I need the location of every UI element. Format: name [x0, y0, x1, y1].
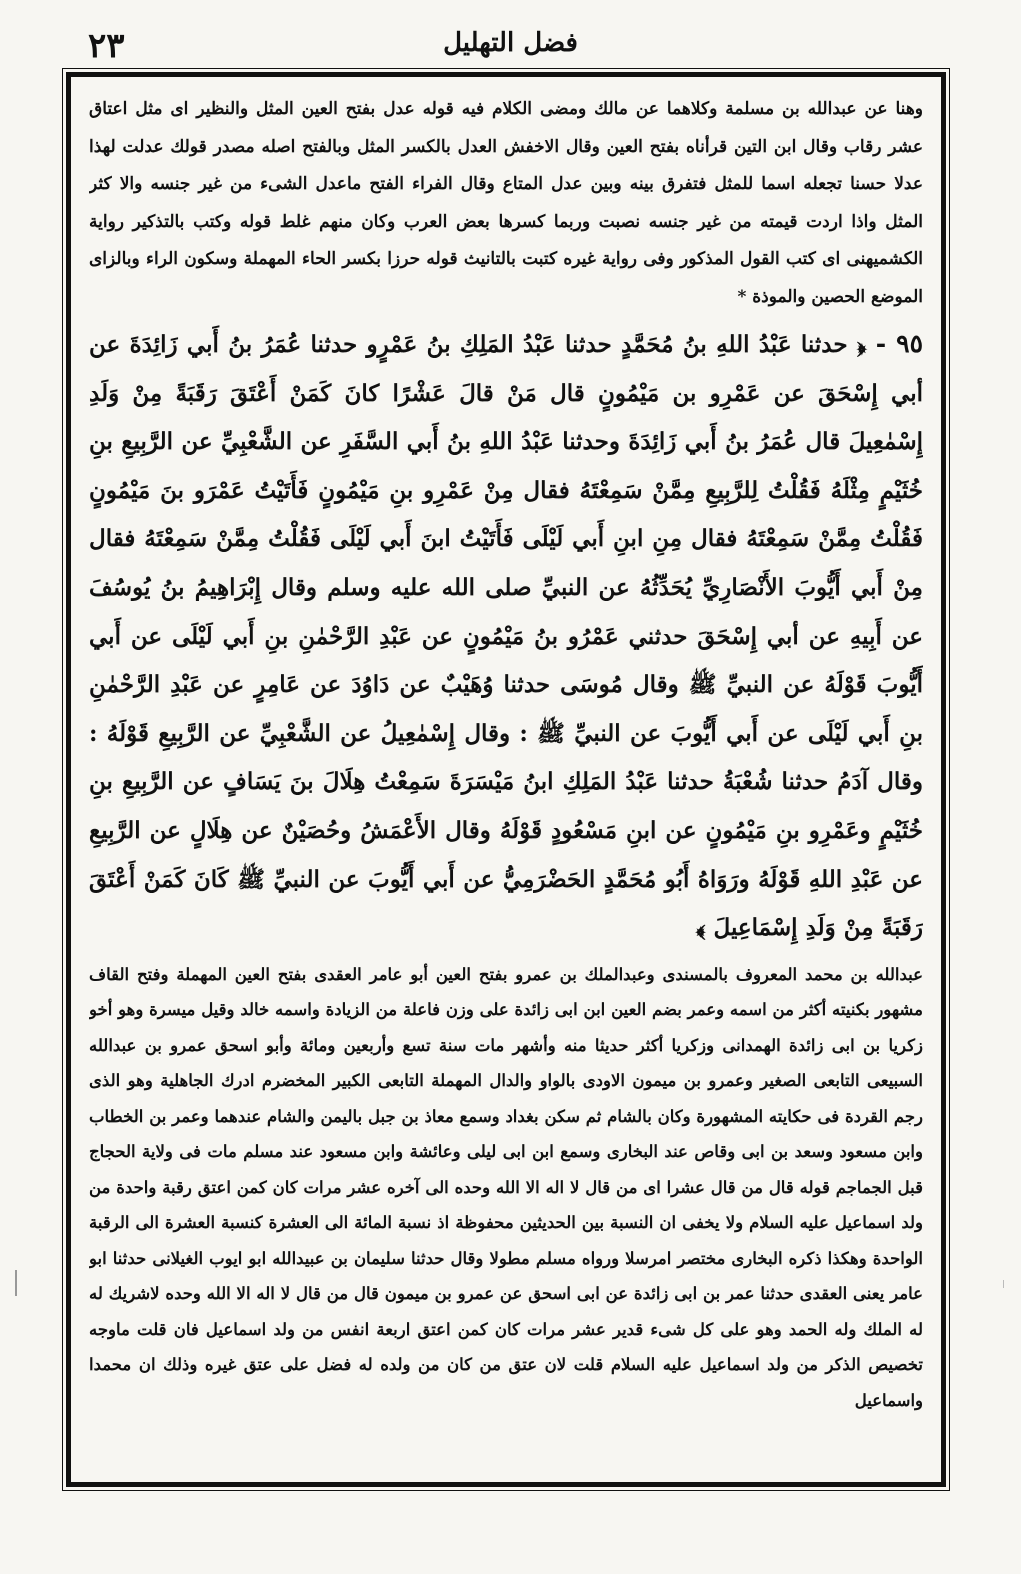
page-number: ٢٣: [88, 26, 125, 66]
scan-mark-left: [15, 1270, 17, 1296]
hadith-text: ﴿ حدثنا عَبْدُ اللهِ بنُ مُحَمَّدٍ حدثنا عَبْدُ المَلِكِ بنُ عَمْرٍو حدثنا عُمَرُ بنُ أَبي زَائِدَةَ عن أبي إِسْحَقَ عن عَمْرِو بن مَيْمُونٍ قال مَنْ قالَ عَشْرًا كانَ كَمَنْ أَعْتَقَ رَقَبَةً مِنْ وَلَدِ إِسْمٰعِيلَ قال عُمَرُ بنُ أَبي زَائِدَةَ وحدثنا عَبْدُ اللهِ بنُ أَبي السَّفَرِ عن الشَّعْبِيِّ عن الرَّبِيعِ بنِ خُثَيْمٍ مِثْلَهُ فَقُلْتُ لِلرَّبِيعِ مِمَّنْ سَمِعْتَهُ فقال مِنْ عَمْرِو بنِ مَيْمُونٍ فَأَتَيْتُ عَمْرَو بنَ مَيْمُونٍ فَقُلْتُ مِمَّنْ سَمِعْتَهُ فقال مِنِ ابنِ أَبي لَيْلَى فَأَتَيْتُ ابنَ أَبي لَيْلَى فَقُلْتُ مِمَّنْ سَمِعْتَهُ فقال مِنْ أَبي أَيُّوبَ الأَنْصَارِيِّ يُحَدِّثُهُ عن النبيِّ صلى الله عليه وسلم وقال إِبْرَاهِيمُ بنُ يُوسُفَ عن أَبِيهِ عن أبي إِسْحَقَ حدثني عَمْرُو بنُ مَيْمُونٍ عن عَبْدِ الرَّحْمٰنِ بنِ أَبي لَيْلَى عن أَبي أَيُّوبَ قَوْلَهُ عن النبيِّ ﷺ وقال مُوسَى حدثنا وُهَيْبٌ عن دَاوُدَ عن عَامِرٍ عن عَبْدِ الرَّحْمٰنِ بنِ أَبي لَيْلَى عن أَبي أَيُّوبَ عن النبيِّ ﷺ : وقال إِسْمٰعِيلُ عن الشَّعْبِيِّ عن الرَّبِيعِ قَوْلَهُ : وقال آدَمُ حدثنا شُعْبَةُ حدثنا عَبْدُ المَلِكِ ابنُ مَيْسَرَةَ سَمِعْتُ هِلَالَ بنَ يَسَافٍ عن الرَّبِيعِ بنِ خُثَيْمٍ وعَمْرِو بنِ مَيْمُونٍ عن ابنِ مَسْعُودٍ قَوْلَهُ وقال الأَعْمَشُ وحُصَيْنٌ عن هِلَالٍ عن الرَّبِيعِ عن عَبْدِ اللهِ قَوْلَهُ ورَوَاهُ أَبُو مُحَمَّدٍ الحَضْرَمِيُّ عن أَبي أَيُّوبَ عن النبيِّ ﷺ كَانَ كَمَنْ أَعْتَقَ رَقَبَةً مِنْ وَلَدِ إِسْمَاعِيلَ ﴾: [89, 331, 923, 942]
page-content: [89, 91, 923, 1468]
hadith-number: ٩٥ -: [875, 329, 923, 358]
commentary-top: وهنا عن عبدالله بن مسلمة وكلاهما عن مالك ومضى الكلام فيه قوله عدل بفتح العين المثل والنظير اى مثل اعتاق عشر رقاب وقال ابن التين قرأناه بفتح العين وقال الاخفش العدل بالكسر المثل وبالفتح اصله مصدر قولك عدلت لهذا عدلا حسنا تجعله اسما للمثل فتفرق بينه وبين عدل المتاع وقال الفراء الفتح ماعدل الشىء من غير جنسه والا كثر المثل واذا اردت قيمته من غير جنسه نصبت وربما كسرها بعض العرب وكان منهم غلط قوله وكتب بالتذكير رواية الكشميهنى اى كتب القول المذكور وفى رواية غيره كتبت بالتانيث قوله حرزا بكسر الحاء المهملة وسكون الراء وبالزاى الموضع الحصين والموذة *: [89, 99, 923, 307]
running-title: فضل التهليل: [443, 28, 578, 58]
hadith-block: [89, 320, 923, 953]
page-header: [0, 18, 1021, 66]
scan-mark-right: [1003, 1280, 1004, 1288]
commentary-bottom: عبدالله بن محمد المعروف بالمسندى وعبدالملك بن عمرو بفتح العين أبو عامر العقدى بفتح العين المهملة وفتح القاف مشهور بكنيته أكثر من اسمه وعمر بضم العين ابن ابى زائدة على وزن فاعلة من الزيادة واسمه خالد وقيل ميسرة وهو أخو زكريا بن ابى زائدة الهمدانى وزكريا أكثر حديثا منه وأشهر مات سنة تسع وأربعين ومائة وأبو اسحق عمرو بن عبدالله السبيعى التابعى الصغير وعمرو بن ميمون الاودى بالواو والدال المهملة التابعى الكبير المخضرم ادرك الجاهلية وهو الذى رجم القردة فى حكايته المشهورة وكان بالشام ثم سكن بغداد وسمع معاذ بن جبل باليمن والشام عندهما وعمر بن الخطاب وابن مسعود وسعد بن ابى وقاص عند البخارى وسمع ابن ابى ليلى وعائشة وابن مسعود عند مسلم مات فى ولاية الحجاج قبل الجماجم قوله قال من قال عشرا اى من قال لا اله الا الله وحده الى آخره عشر مرات كان كمن اعتق رقبة واحدة من ولد اسماعيل عليه السلام ولا يخفى ان النسبة بين الحديثين محفوظة اذ نسبة المائة الى العشرة كنسبة العشرة الى الرقبة الواحدة وهكذا ذكره البخارى مختصر امرسلا ورواه مسلم مطولا وقال حدثنا سليمان بن عبيدالله ابو ايوب الغيلانى حدثنا ابو عامر يعنى العقدى حدثنا عمر بن ابى زائدة عن ابى اسحق عن عمرو بن ميمون قال من قال لا اله الا الله وحده لاشريك له له الملك وله الحمد وهو على كل شىء قدير عشر مرات كان كمن اعتق اربعة انفس من ولد اسماعيل فان قلت ماوجه تخصيص الذكر من ولد اسماعيل عليه السلام قلت لان عتق من كان من ولده له فضل على عتق غيره وذلك ان محمدا واسماعيل: [89, 964, 923, 1410]
page-frame: [66, 72, 946, 1487]
